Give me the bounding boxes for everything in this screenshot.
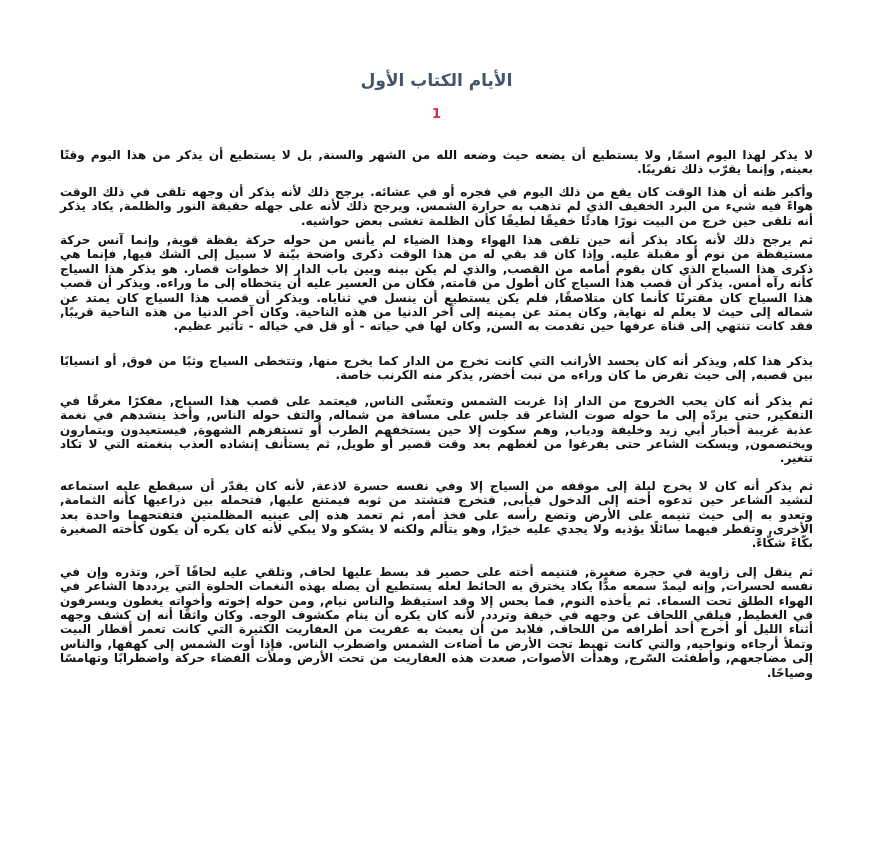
paragraph-7: ثم ينقل إلى زاوية في حجرة صغيرة, فتنيمه أخته على حصير قد بسط عليها لحاف, وتلقي عليه لحافًا آخر, وتذره وإن في نفسه لحسرات, وإنه ليمدّ سمعه مدًّا يكاد يخترق به الحائط لعله يستطيع أن يصله بهذه النغمات الحلوة التي يرددها الشاعر في الهواء الطلق تحت السماء. ثم يأخذه النوم, فما يحس إلا وقد استيقظ والناس نيام, ومن حوله إخوته وأخواته يغطون ويسرفون في الغطيط, فيلقي اللحاف عن وجهه في خيفة وتردد, لأنه كان يكره أن ينام مكشوف الوجه. وكان واثقًا أنه إن كشف وجهه أثناء الليل أو أخرج أحد أطرافه من اللحاف, فلابد من أن يعبث به عفريت من العفاريت الكثيرة التي كانت تعمر أقطار البيت وتملأ أرجاءه ونواحيه, والتي كانت تهبط تحت الأرض ما أضاءت الشمس واضطرب الناس. فإذا أوت الشمس إلى كهفها, والناس إلى مضاجعهم, وأطفئت السّرج, وهدأت الأصوات, صعدت هذه العفاريت من تحت الأرض وملأت الفضاء حركة واضطرابًا وتهامسًا وصياحًا. (60, 564, 813, 680)
paragraph-5: ثم يذكر أنه كان يحب الخروج من الدار إذا غربت الشمس وتعشّى الناس, فيعتمد على قصب هذا السياج, مفكرًا مغرقًا في التفكير, حتى يردّه إلى ما حوله صوت الشاعر قد جلس على مسافة من شماله, والتف حوله الناس, وأخذ ينشدهم في نغمة عذبة غريبة أخبار أبي زيد وخليفة ودياب, وهم سكوت إلا حين يستخفهم الطرب أو تستفزهم الشهوة, فيستعيدون ويتمارون ويختصمون, ويسكت الشاعر حتى يفرغوا من لغطهم بعد وقت قصير أو طويل, ثم يستأنف إنشاده العذب بنغمته التي لا تكاد تتغير. (60, 393, 813, 466)
book-title: الأيام الكتاب الأول (360, 71, 513, 91)
paragraph-4: يذكر هذا كله, ويذكر أنه كان يحسد الأرانب التي كانت تخرج من الدار كما يخرج منها, وتتخطى السياج وثبًا من فوق, أو انسيابًا بين قصبه, إلى حيث تقرض ما كان وراءه من نبت أخضر, يذكر منه الكرنب خاصة. (60, 353, 813, 383)
paragraph-6: ثم يذكر أنه كان لا يخرج ليلة إلى موقفه من السياج إلا وفي نفسه حسرة لاذعة, لأنه كان يقدّر أن سيقطع عليه استماعه لنشيد الشاعر حين تدعوه أخته إلى الدخول فيأبى, فتخرج فتشتد من ثوبه فيمتنع عليها, فتحمله بين ذراعيها كأنه الثمامة, وتعدو به إلى حيث تنيمه على الأرض وتضع رأسه على فخذ أمه, ثم تعمد هذه إلى عينيه المظلمتين فتفتحهما واحدة بعد الأخرى, وتقطر فيهما سائلًا يؤذيه ولا يجدي عليه خيرًا, وهو يتألم ولكنه لا يشكو ولا يبكي لأنه كان يكره أن يكون كأخته الصغيرة بكّاءً شكّاءً. (60, 478, 813, 551)
document-body (60, 148, 813, 680)
paragraph-3: ثم يرجح ذلك لأنه يكاد يذكر أنه حين تلقى هذا الهواء وهذا الضياء لم يأنس من حوله حركة يقظة قوية, وإنما آنس حركة مستيقظة من نوم أو مقبلة عليه. وإذا كان قد بقي له من هذا الوقت ذكرى واضحة بيّنة لا سبيل إلى الشك فيها, فإنما هي ذكرى هذا السياج الذي كان يقوم أمامه من القصب, والذي لم يكن بينه وبين باب الدار إلا خطوات قصار. هو يذكر هذا السياج كأنه رآه أمس. يذكر أن قصب هذا السياج كان أطول من قامته, فكان من العسير عليه أن يتخطاه إلى ما وراءه. ويذكر أن قصب هذا السياج كان مقترنًا كأنما كان متلاصقًا, فلم يكن يستطيع أن ينسل في ثناياه. ويذكر أن قصب هذا السياج كان يمتد عن شماله إلى حيث لا يعلم له نهاية, وكان يمتد عن يمينه إلى آخر الدنيا من هذه الناحية. وكان آخر الدنيا من هذه الناحية قريبًا, فقد كانت تنتهي إلى قناة عرفها حين تقدمت به السن, وكان لها في حياته - أو قل في خياله - تأثير عظيم. (60, 233, 813, 334)
paragraph-2: وأكبر ظنه أن هذا الوقت كان يقع من ذلك اليوم في فجره أو في عشائه. يرجح ذلك لأنه يذكر أن وجهه تلقى في ذلك الوقت هواءً فيه شيء من البرد الخفيف الذي لم تذهب به حرارة الشمس. ويرجح ذلك لأنه على جهله حقيقة النور والظلمة, يكاد يذكر أنه تلقى حين خرج من البيت نورًا هادئًا خفيقًا لطيفًا كأن الظلمة تغشى بعض حواشيه. (60, 184, 813, 228)
chapter-number: 1 (431, 106, 442, 122)
paragraph-1: لا يذكر لهذا اليوم اسمًا, ولا يستطيع أن يضعه حيث وضعه الله من الشهر والسنة, بل لا يستطيع أن يذكر من هذا اليوم وقتًا بعينه, وإنما يقرّب ذلك تقريبًا. (60, 148, 813, 177)
